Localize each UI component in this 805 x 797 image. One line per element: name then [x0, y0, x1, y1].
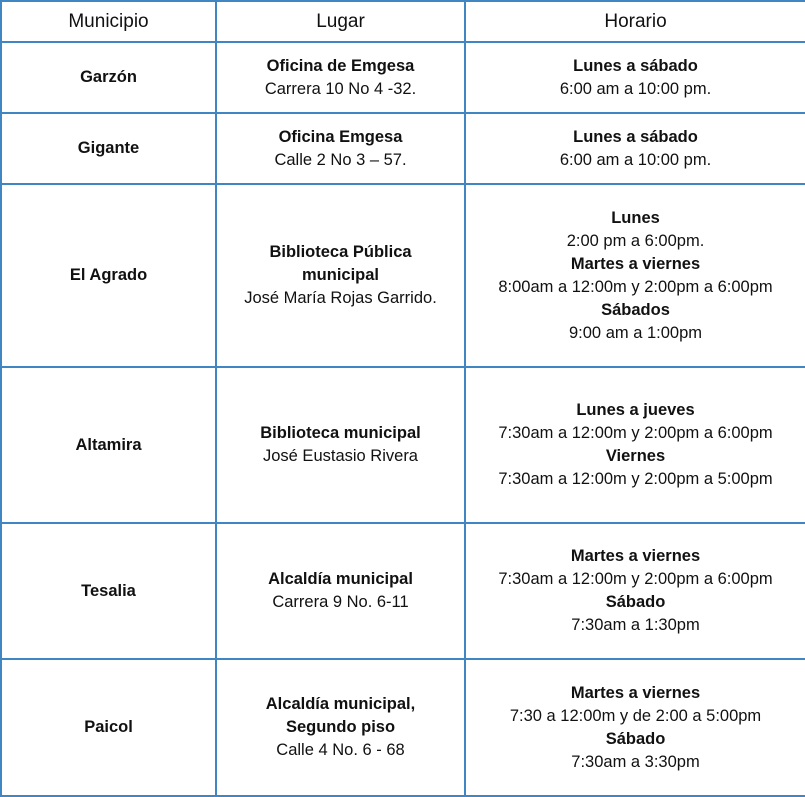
- horario-cell: [465, 42, 805, 113]
- horario-time: 7:30am a 3:30pm: [571, 752, 700, 771]
- horario-day: Martes a viernes: [570, 683, 701, 702]
- lugar-detail: Carrera 9 No. 6-11: [272, 593, 409, 611]
- horario-day: Sábados: [601, 300, 670, 319]
- header-row: [1, 1, 805, 42]
- lugar-detail: José María Rojas Garrido.: [244, 289, 437, 307]
- lugar-title: Oficina de Emgesa: [266, 56, 415, 75]
- lugar-cell: [216, 113, 465, 184]
- lugar-cell: [216, 367, 465, 523]
- municipio-cell: Paicol: [1, 659, 216, 796]
- lugar-title: Segundo piso: [285, 718, 396, 736]
- horario-time: 9:00 am a 1:00pm: [569, 323, 702, 342]
- horario-day: Lunes a sábado: [573, 127, 698, 146]
- horario-day: Martes a viernes: [570, 254, 701, 273]
- header-municipio: Municipio: [1, 1, 216, 42]
- header-lugar: Lugar: [216, 1, 465, 42]
- horario-time: 7:30am a 1:30pm: [571, 616, 700, 634]
- horario-day: Lunes a jueves: [576, 401, 695, 419]
- horario-day: Sábado: [605, 593, 666, 611]
- municipio-cell: Altamira: [1, 367, 216, 523]
- horario-cell: [465, 184, 805, 367]
- horario-day: Lunes a sábado: [573, 56, 698, 75]
- lugar-detail: Calle 4 No. 6 - 68: [276, 741, 405, 759]
- municipio-cell: Tesalia: [1, 523, 216, 659]
- horario-time: 7:30am a 12:00m y 2:00pm a 6:00pm: [498, 424, 773, 442]
- table-row: [1, 659, 805, 796]
- municipio-cell: Gigante: [1, 113, 216, 184]
- table-row: [1, 184, 805, 367]
- horario-cell: [465, 113, 805, 184]
- horario-time: 7:30am a 12:00m y 2:00pm a 6:00pm: [498, 570, 773, 588]
- lugar-detail: Calle 2 No 3 – 57.: [274, 150, 407, 169]
- horario-time: 2:00 pm a 6:00pm.: [566, 231, 705, 250]
- horario-cell: [465, 367, 805, 523]
- horario-time: 7:30am a 12:00m y 2:00pm a 5:00pm: [498, 470, 773, 488]
- horario-cell: [465, 523, 805, 659]
- lugar-title: Biblioteca Pública: [269, 243, 412, 261]
- lugar-title: Alcaldía municipal,: [265, 695, 416, 713]
- lugar-cell: [216, 523, 465, 659]
- municipio-cell: El Agrado: [1, 184, 216, 367]
- municipio-cell: Garzón: [1, 42, 216, 113]
- lugar-title: Oficina Emgesa: [278, 127, 403, 146]
- horario-time: 7:30 a 12:00m y de 2:00 a 5:00pm: [509, 706, 762, 725]
- horario-day: Lunes: [611, 208, 660, 227]
- lugar-cell: [216, 184, 465, 367]
- header-horario: Horario: [465, 1, 805, 42]
- lugar-cell: [216, 42, 465, 113]
- lugar-cell: [216, 659, 465, 796]
- table-row: [1, 113, 805, 184]
- lugar-title: Alcaldía municipal: [268, 570, 413, 588]
- horario-time: 6:00 am a 10:00 pm.: [559, 79, 712, 98]
- horario-time: 6:00 am a 10:00 pm.: [559, 150, 712, 169]
- horario-day: Sábado: [605, 729, 666, 748]
- lugar-title: municipal: [301, 266, 379, 284]
- table-row: [1, 367, 805, 523]
- horario-cell: [465, 659, 805, 796]
- table-row: [1, 523, 805, 659]
- lugar-detail: José Eustasio Rivera: [263, 447, 418, 465]
- lugar-detail: Carrera 10 No 4 -32.: [264, 79, 417, 98]
- table-row: [1, 42, 805, 113]
- horario-day: Martes a viernes: [570, 547, 701, 565]
- horario-time: 8:00am a 12:00m y 2:00pm a 6:00pm: [498, 277, 773, 296]
- horario-day: Viernes: [605, 447, 666, 465]
- lugar-title: Biblioteca municipal: [260, 424, 421, 442]
